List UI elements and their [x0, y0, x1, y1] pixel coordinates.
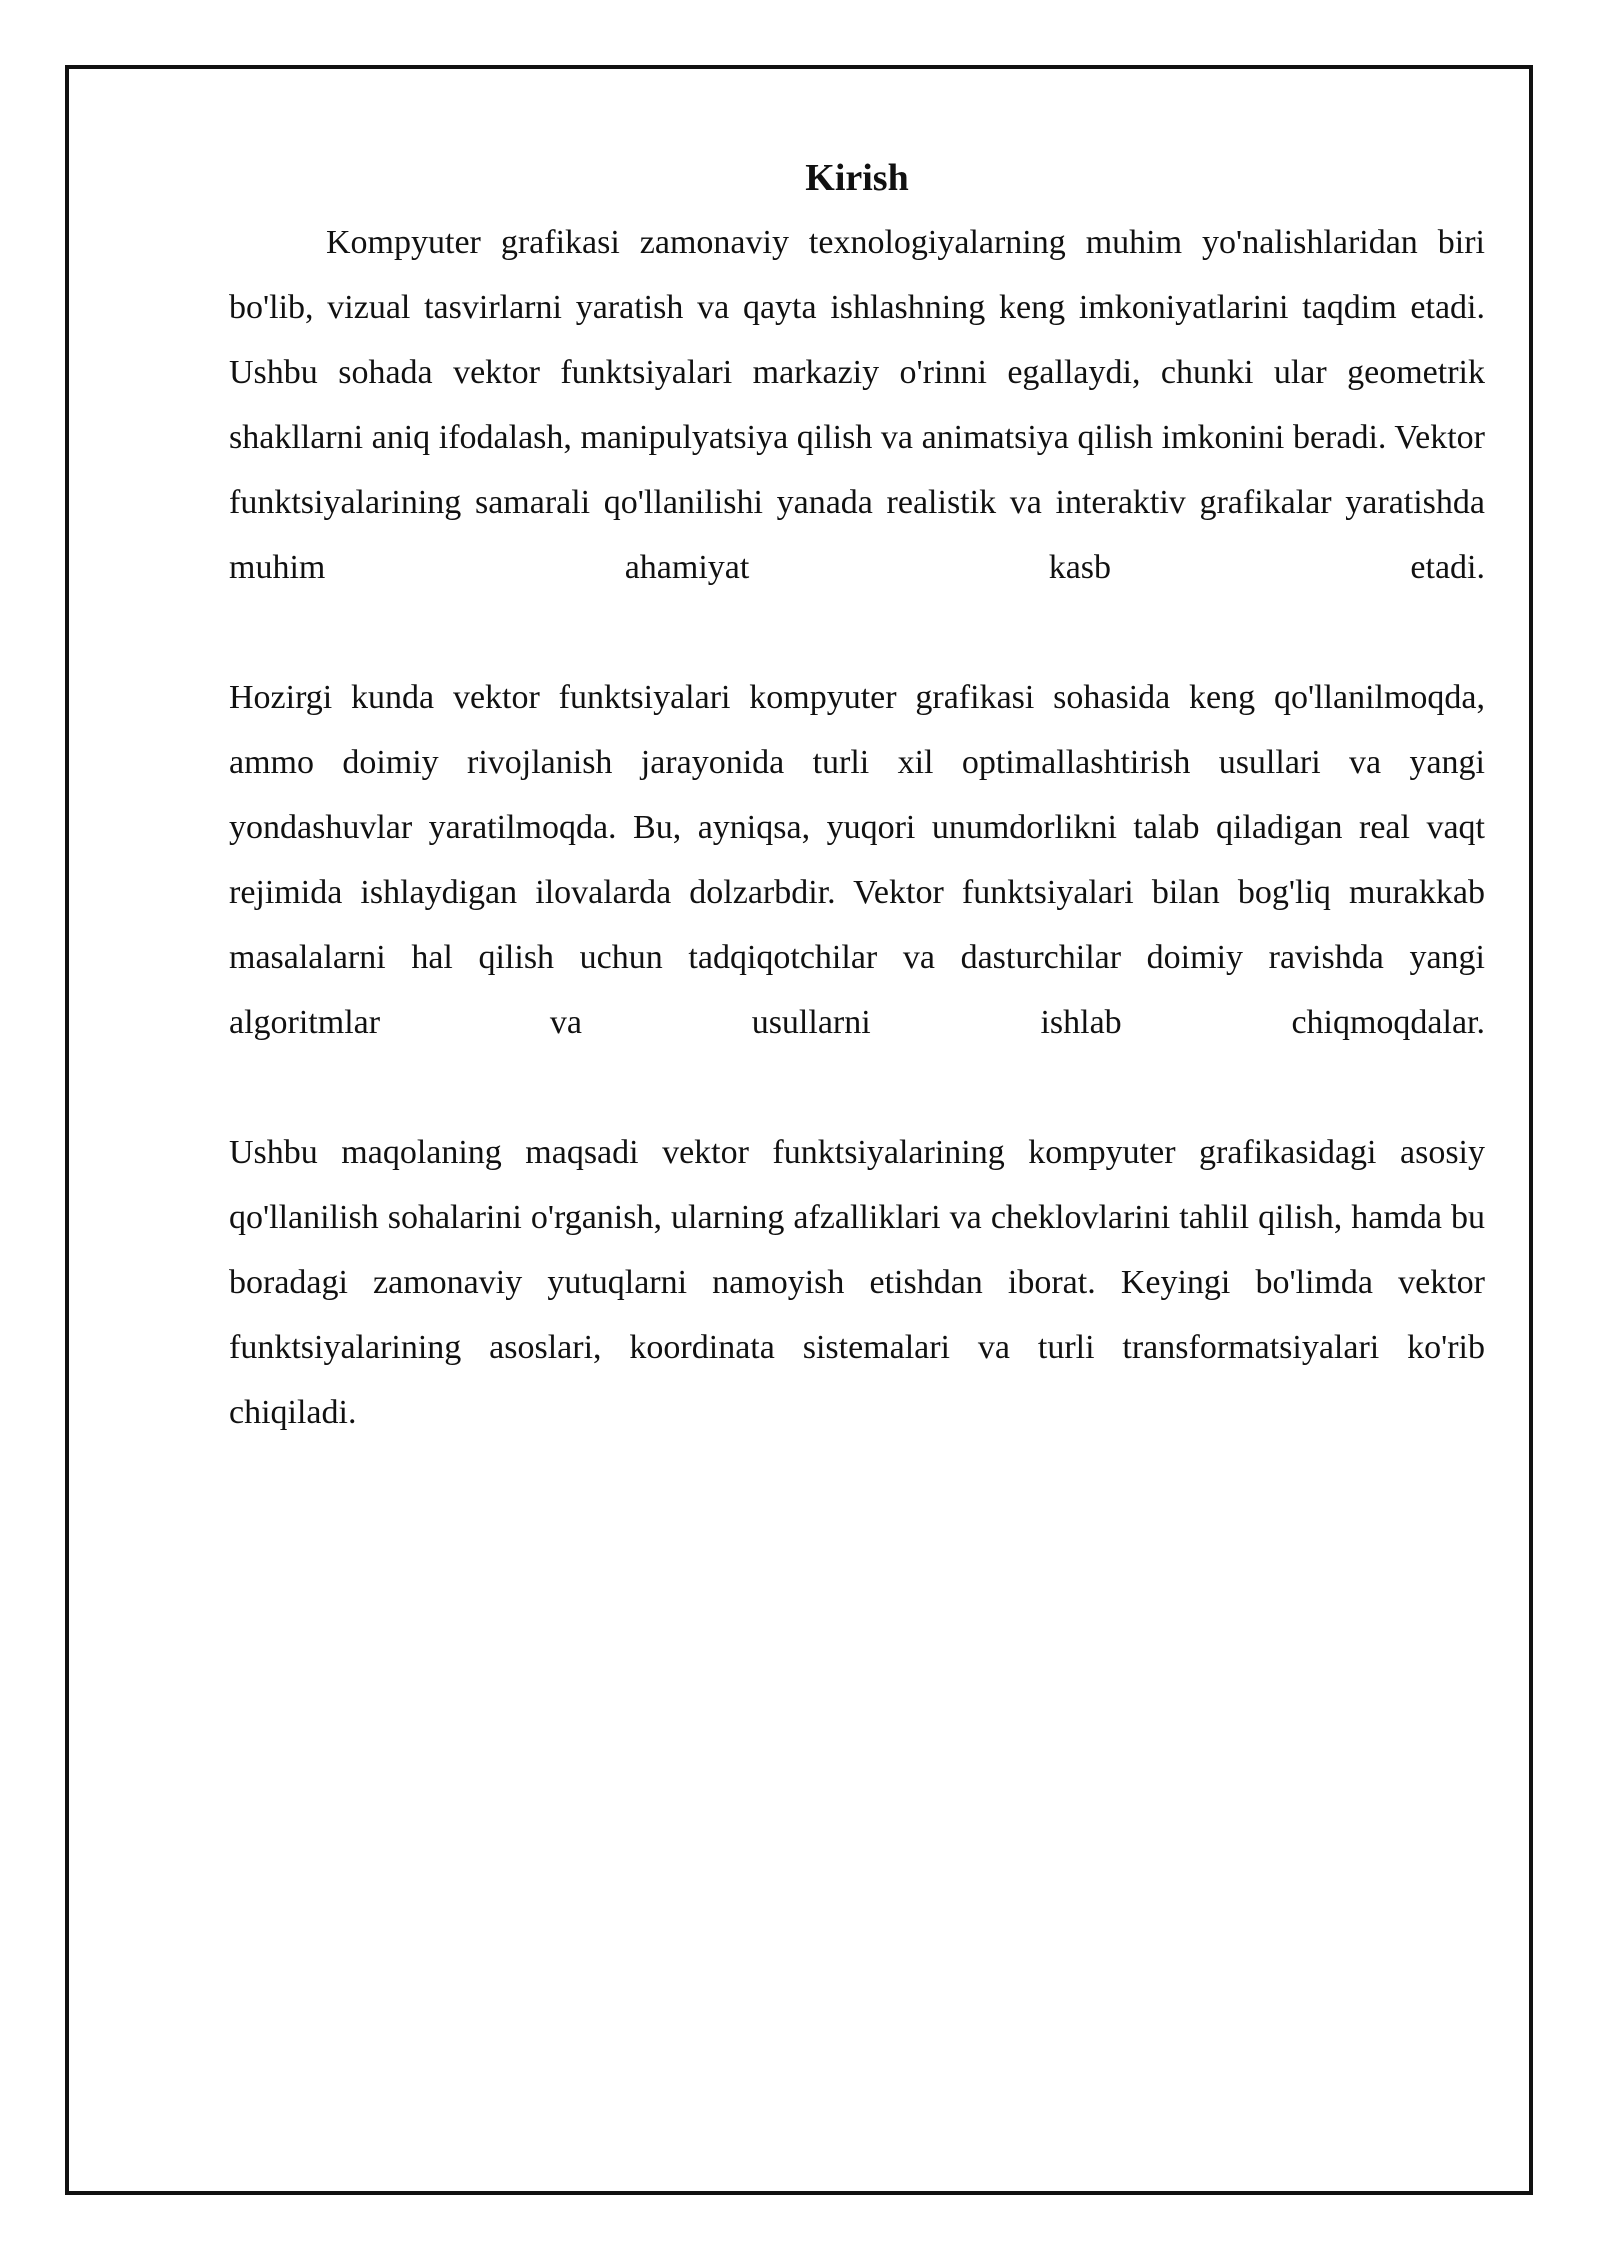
paragraph-intro: Kompyuter grafikasi zamonaviy texnologiyalarning muhim yo'nalishlaridan biri bo'lib, vizual tasvirlarni yaratish va qayta ishlashning keng imkoniyatlarini taqdim etadi. Ushbu sohada vektor funktsiyalari markaziy o'rinni egallaydi, chunki ular geometrik shakllarni aniq ifodalash, manipulyatsiya qilish va animatsiya qilish imkonini beradi. Vektor funktsiyalarining samarali qo'llanilishi yanada realistik va interaktiv grafikalar yaratishda muhim ahamiyat kasb etadi.	[229, 224, 1485, 586]
section-title: Kirish	[805, 157, 909, 199]
paragraph-purpose: Ushbu maqolaning maqsadi vektor funktsiyalarining kompyuter grafikasidagi asosiy qo'llanilish sohalarini o'rganish, ularning afzalliklari va cheklovlarini tahlil qilish, hamda bu boradagi zamonaviy yutuqlarni namoyish etishdan iborat. Keyingi bo'limda vektor funktsiyalarining asoslari, koordinata sistemalari va turli transformatsiyalari ko'rib chiqiladi.	[229, 1134, 1485, 1431]
paragraph-spacer	[229, 1055, 1485, 1120]
paragraph-spacer	[229, 600, 1485, 665]
document-body	[229, 148, 1485, 1445]
paragraph-current-state: Hozirgi kunda vektor funktsiyalari kompyuter grafikasi sohasida keng qo'llanilmoqda, ammo doimiy rivojlanish jarayonida turli xil optimallashtirish usullari va yangi yondashuvlar yaratilmoqda. Bu, ayniqsa, yuqori unumdorlikni talab qiladigan real vaqt rejimida ishlaydigan ilovalarda dolzarbdir. Vektor funktsiyalari bilan bog'liq murakkab masalalarni hal qilish uchun tadqiqotchilar va dasturchilar doimiy ravishda yangi algoritmlar va usullarni ishlab chiqmoqdalar.	[229, 679, 1485, 1041]
